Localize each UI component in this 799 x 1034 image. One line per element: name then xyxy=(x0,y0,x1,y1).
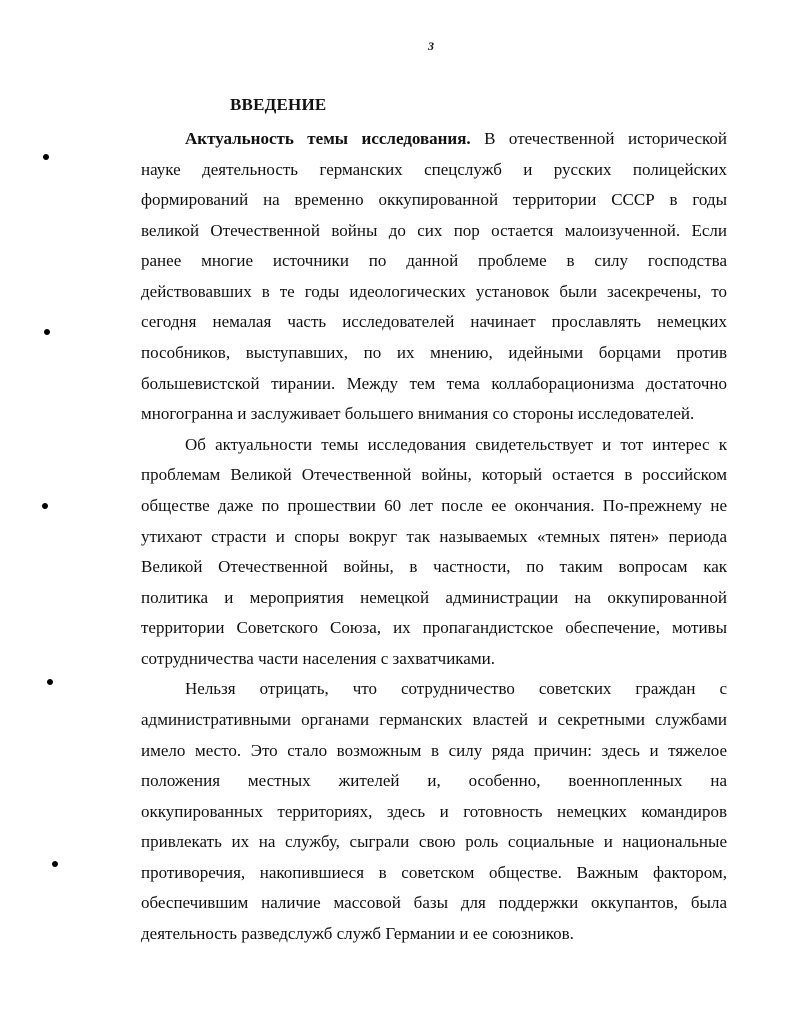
text-line: науке деятельность германских спецслужб и русских полицейских xyxy=(141,159,727,179)
text-line: противоречия, накопившиеся в советском обществе. Важным фактором, xyxy=(141,862,727,882)
text-line: проблемам Великой Отечественной войны, который остается в российском xyxy=(141,465,727,485)
section-heading: ВВЕДЕНИЕ xyxy=(230,95,327,114)
margin-dot-mark xyxy=(43,154,49,160)
text-line-rest: В отечественной исторической xyxy=(470,129,727,148)
text-line: ранее многие источники по данной проблеме в силу господства xyxy=(141,251,727,271)
text-line: великой Отечественной войны до сих пор остается малоизученной. Если xyxy=(141,220,727,240)
text-line: деятельность разведслужб служб Германии и ее союзников. xyxy=(141,924,574,944)
body-text xyxy=(141,126,727,952)
text-line: Об актуальности темы исследования свидетельствует и тот интерес к xyxy=(185,434,727,454)
text-line: политика и мероприятия немецкой администрации на оккупированной xyxy=(141,587,727,607)
text-line: обществе даже по прошествии 60 лет после ее окончания. По-прежнему не xyxy=(141,495,727,515)
text-line: положения местных жителей и, особенно, военнопленных на xyxy=(141,771,727,791)
text-line: многогранна и заслуживает большего внимания со стороны исследователей. xyxy=(141,404,695,424)
paragraph-lead-bold: Актуальность темы исследования. xyxy=(185,129,471,148)
text-line: большевистской тирании. Между тем тема коллаборационизма достаточно xyxy=(141,373,727,393)
text-line: Нельзя отрицать, что сотрудничество советских граждан с xyxy=(185,679,727,699)
text-line: сегодня немалая часть исследователей начинает прославлять немецких xyxy=(141,312,727,332)
text-line: привлекать их на службу, сыграли свою роль социальные и национальные xyxy=(141,832,727,852)
text-line: формирований на временно оккупированной территории СССР в годы xyxy=(141,190,727,210)
text-line: действовавших в те годы идеологических установок были засекречены, то xyxy=(141,281,727,301)
paragraph-3 xyxy=(141,676,727,951)
text-line: Великой Отечественной войны, в частности, по таким вопросам как xyxy=(141,557,727,577)
text-line xyxy=(141,126,727,157)
text-line: оккупированных территориях, здесь и готовность немецких командиров xyxy=(141,801,727,821)
margin-dot-mark xyxy=(52,861,58,867)
margin-dot-mark xyxy=(42,503,48,509)
text-line: сотрудничества части населения с захватчиками. xyxy=(141,648,495,668)
margin-dot-mark xyxy=(44,329,50,335)
page-number: 3 xyxy=(428,39,434,53)
margin-dot-mark xyxy=(47,679,53,685)
text-line: утихают страсти и споры вокруг так называемых «темных пятен» периода xyxy=(141,526,727,546)
paragraph-1 xyxy=(141,126,727,432)
text-line: административными органами германских властей и секретными службами xyxy=(141,709,727,729)
text-line: территории Советского Союза, их пропагандистское обеспечение, мотивы xyxy=(141,618,727,638)
text-line: имело место. Это стало возможным в силу ряда причин: здесь и тяжелое xyxy=(141,740,727,760)
paragraph-2 xyxy=(141,432,727,677)
text-line: обеспечившим наличие массовой базы для поддержки оккупантов, была xyxy=(141,893,727,913)
text-line: пособников, выступавших, по их мнению, идейными борцами против xyxy=(141,343,727,363)
